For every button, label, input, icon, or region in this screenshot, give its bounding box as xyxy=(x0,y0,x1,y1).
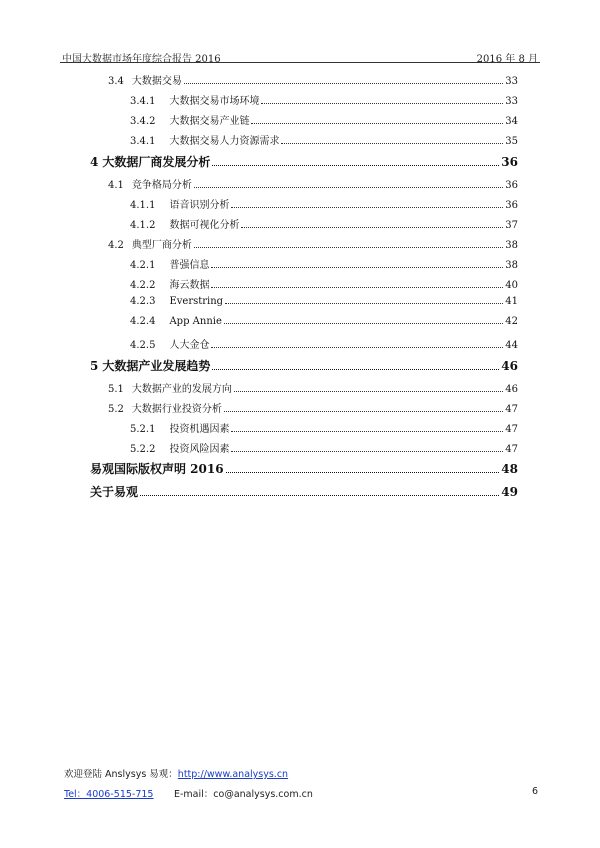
toc-leader-dots xyxy=(211,347,503,348)
toc-entry-title: 数据可视化分析 xyxy=(169,220,240,231)
toc-entry-number: 3.4.2 xyxy=(130,116,156,127)
toc-entry-title: Everstring xyxy=(169,296,224,307)
toc-entry-title: 普强信息 xyxy=(169,260,210,271)
header-date: 2016 年 8 月 xyxy=(476,54,538,65)
toc-leader-dots xyxy=(251,123,503,124)
toc-entry-page: 38 xyxy=(505,260,518,271)
toc-entry-page: 33 xyxy=(505,96,518,107)
toc-entry[interactable] xyxy=(108,176,518,191)
toc-entry-title: 投资机遇因素 xyxy=(169,424,230,435)
toc-entry-title: 典型厂商分析 xyxy=(131,240,192,251)
toc-entry[interactable] xyxy=(130,92,518,107)
page-number: 6 xyxy=(531,786,538,797)
toc-chapter-number: 5 xyxy=(90,359,99,373)
toc-chapter-title: 大数据厂商发展分析 xyxy=(102,155,211,169)
toc-leader-dots xyxy=(184,83,503,84)
toc-entry[interactable] xyxy=(130,336,518,351)
toc-entry-number: 3.4.1 xyxy=(130,136,156,147)
toc-leader-dots xyxy=(211,267,503,268)
tel-link[interactable]: Tel：4006-515-715 xyxy=(64,789,154,800)
toc-leader-dots xyxy=(231,431,503,432)
toc-entry-page: 38 xyxy=(505,240,518,251)
toc-entry-number: 4.1 xyxy=(108,180,124,191)
toc-entry-title: 竞争格局分析 xyxy=(131,180,192,191)
toc-chapter[interactable] xyxy=(90,153,518,170)
toc-entry-title: 大数据产业的发展方向 xyxy=(131,384,232,395)
toc-leader-dots xyxy=(140,495,499,496)
toc-entry-title: 大数据交易产业链 xyxy=(169,116,250,127)
footer-email: E-mail：co@analysys.com.cn xyxy=(174,789,313,800)
toc-chapter-page: 49 xyxy=(501,485,518,499)
toc-entry-page: 36 xyxy=(505,180,518,191)
toc-entry-number: 4.2 xyxy=(108,240,124,251)
toc-entry-page: 36 xyxy=(505,200,518,211)
toc-entry-number: 4.2.1 xyxy=(130,260,156,271)
toc-entry[interactable] xyxy=(130,316,518,327)
header-report-title: 中国大数据市场年度综合报告 2016 xyxy=(62,54,221,65)
toc-entry[interactable] xyxy=(130,276,518,291)
toc-entry[interactable] xyxy=(130,216,518,231)
toc-entry-page: 40 xyxy=(505,280,518,291)
toc-entry-title: App Annie xyxy=(169,316,222,327)
toc-leader-dots xyxy=(224,411,503,412)
toc-leader-dots xyxy=(281,143,503,144)
toc-entry-title: 投资风险因素 xyxy=(169,444,230,455)
toc-entry-number: 5.2.2 xyxy=(130,444,156,455)
toc-entry[interactable] xyxy=(130,256,518,271)
toc-entry-number: 4.2.2 xyxy=(130,280,156,291)
toc-leader-dots xyxy=(234,391,503,392)
toc-leader-dots xyxy=(212,369,499,370)
toc-entry-number: 4.2.5 xyxy=(130,340,156,351)
toc-entry-page: 41 xyxy=(505,296,518,307)
toc-leader-dots xyxy=(224,323,503,324)
toc-leader-dots xyxy=(194,187,503,188)
footer-welcome-line xyxy=(64,766,288,780)
toc-leader-dots xyxy=(226,472,500,473)
toc-entry-page: 47 xyxy=(505,424,518,435)
toc-leader-dots xyxy=(231,451,503,452)
toc-entry[interactable] xyxy=(108,236,518,251)
toc-entry-title: 大数据交易人力资源需求 xyxy=(169,136,280,147)
toc-leader-dots xyxy=(225,303,503,304)
toc-entry[interactable] xyxy=(130,196,518,211)
toc-entry-number: 4.2.4 xyxy=(130,316,156,327)
header-divider xyxy=(60,62,540,63)
toc-entry[interactable] xyxy=(130,420,518,435)
toc-entry-title: 大数据交易市场环境 xyxy=(169,96,260,107)
toc-entry[interactable] xyxy=(130,112,518,127)
toc-chapter-number: 4 xyxy=(90,155,99,169)
toc-entry-page: 33 xyxy=(505,76,518,87)
toc-entry[interactable] xyxy=(108,380,518,395)
toc-entry-title: 语音识别分析 xyxy=(169,200,230,211)
toc-entry-page: 42 xyxy=(505,316,518,327)
toc-entry-title: 海云数据 xyxy=(169,280,210,291)
toc-chapter[interactable] xyxy=(90,460,518,477)
toc-leader-dots xyxy=(194,247,503,248)
toc-entry-number: 3.4 xyxy=(108,76,124,87)
footer-tel xyxy=(64,786,153,800)
toc-leader-dots xyxy=(241,227,503,228)
toc-entry-page: 44 xyxy=(505,340,518,351)
toc-entry[interactable] xyxy=(130,440,518,455)
toc-entry-page: 47 xyxy=(505,404,518,415)
toc-entry-number: 4.1.2 xyxy=(130,220,156,231)
toc-entry-title: 大数据交易 xyxy=(131,76,182,87)
toc-chapter-page: 46 xyxy=(501,359,518,373)
toc-entry-number: 4.2.3 xyxy=(130,296,156,307)
website-link[interactable]: http://www.analysys.cn xyxy=(177,769,289,780)
toc-entry-page: 34 xyxy=(505,116,518,127)
toc-entry-number: 5.2 xyxy=(108,404,124,415)
toc-chapter-title: 易观国际版权声明 2016 xyxy=(90,462,224,476)
toc-entry-number: 5.2.1 xyxy=(130,424,156,435)
page-footer xyxy=(64,766,540,806)
toc-entry-number: 3.4.1 xyxy=(130,96,156,107)
toc-entry-number: 4.1.1 xyxy=(130,200,156,211)
toc-leader-dots xyxy=(231,207,503,208)
toc-chapter-page: 48 xyxy=(501,462,518,476)
page-header xyxy=(60,42,540,64)
toc-leader-dots xyxy=(212,165,499,166)
toc-chapter-title: 大数据产业发展趋势 xyxy=(102,359,211,373)
toc-chapter-title: 关于易观 xyxy=(90,485,139,499)
toc-entry-page: 37 xyxy=(505,220,518,231)
toc-entry-page: 47 xyxy=(505,444,518,455)
toc-chapter[interactable] xyxy=(90,357,518,374)
toc-entry-page: 35 xyxy=(505,136,518,147)
toc-entry-title: 大数据行业投资分析 xyxy=(131,404,222,415)
toc-entry[interactable] xyxy=(130,296,518,307)
toc-entry-number: 5.1 xyxy=(108,384,124,395)
toc-entry[interactable] xyxy=(130,132,518,147)
toc-leader-dots xyxy=(211,287,503,288)
toc-chapter[interactable] xyxy=(90,483,518,500)
toc-leader-dots xyxy=(261,103,503,104)
footer-welcome-text: 欢迎登陆 Anslysys 易观： xyxy=(64,769,178,780)
toc-chapter-page: 36 xyxy=(501,155,518,169)
toc-entry-title: 人大金仓 xyxy=(169,340,210,351)
toc-entry[interactable] xyxy=(108,400,518,415)
toc-entry-page: 46 xyxy=(505,384,518,395)
toc-entry[interactable] xyxy=(108,72,518,87)
